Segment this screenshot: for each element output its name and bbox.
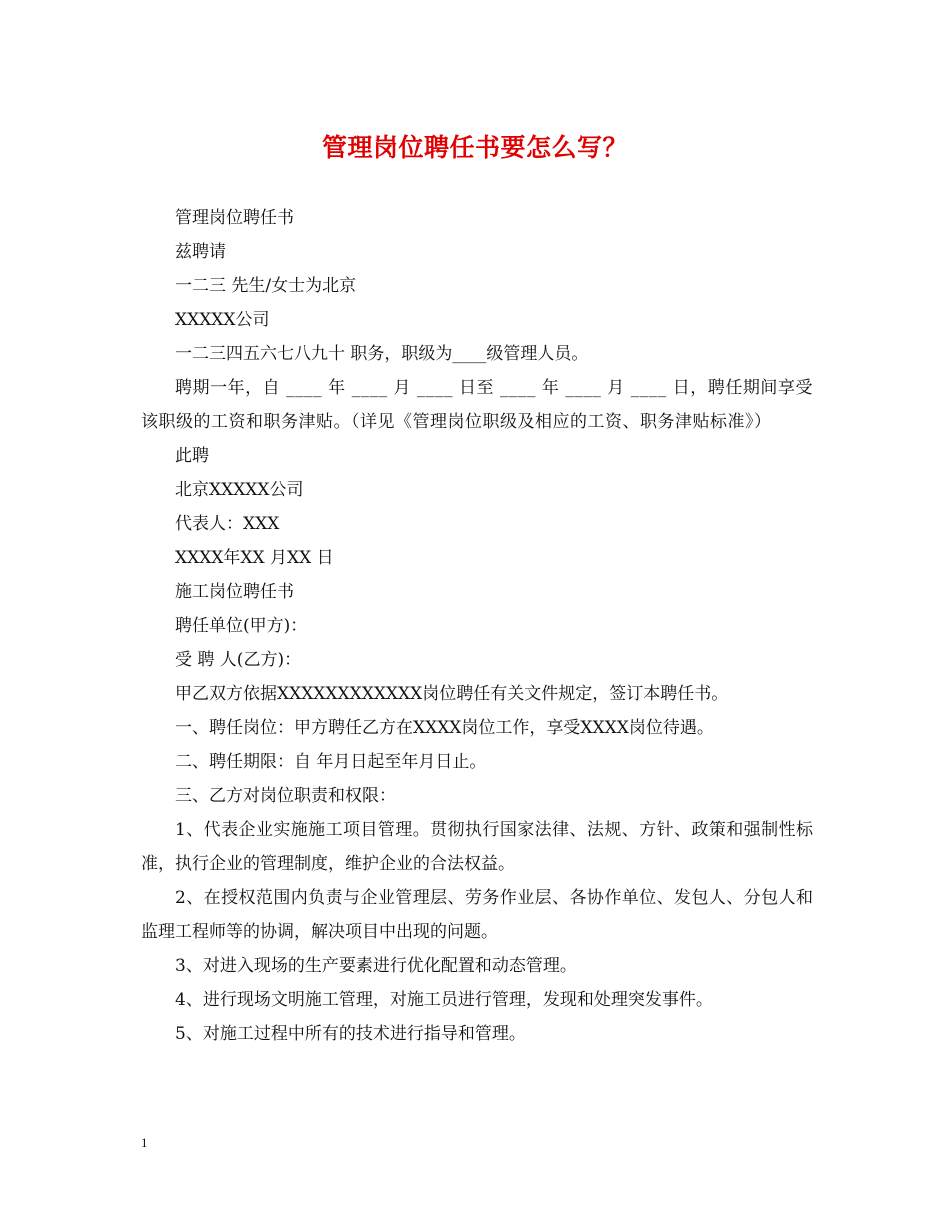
document-title: 管理岗位聘任书要怎么写？ [321, 133, 628, 162]
paragraph: 4、进行现场文明施工管理，对施工员进行管理，发现和处理突发事件。 [175, 990, 713, 1010]
paragraph: 二、聘任期限：自 年月日起至年月日止。 [175, 752, 487, 772]
paragraph: XXXXX公司 [175, 310, 270, 330]
paragraph: XXXX年XX 月XX 日 [175, 548, 334, 568]
paragraph: 管理岗位聘任书 [175, 208, 294, 228]
paragraph: 甲乙双方依据XXXXXXXXXXXX岗位聘任有关文件规定，签订本聘任书。 [175, 684, 729, 704]
paragraph: 3、对进入现场的生产要素进行优化配置和动态管理。 [175, 956, 577, 976]
paragraph: 代表人：XXX [175, 514, 280, 534]
paragraph: 1、代表企业实施施工项目管理。贯彻执行国家法律、法规、方针、政策和强制性标准，执行企业的管理制度，维护企业的合法权益。 [141, 820, 813, 874]
paragraph: 三、乙方对岗位职责和权限： [175, 786, 396, 806]
paragraph: 受 聘 人(乙方)： [175, 650, 302, 670]
paragraph: 2、在授权范围内负责与企业管理层、劳务作业层、各协作单位、发包人、分包人和监理工程师等的协调，解决项目中出现的问题。 [141, 888, 813, 942]
paragraph: 此聘 [175, 446, 209, 466]
page-number: 1 [141, 1135, 148, 1150]
paragraph: 施工岗位聘任书 [175, 582, 294, 602]
paragraph: 一、聘任岗位：甲方聘任乙方在XXXX岗位工作，享受XXXX岗位待遇。 [175, 718, 714, 738]
paragraph: 聘任单位(甲方)： [175, 616, 308, 636]
document-body [141, 201, 813, 1051]
paragraph: 一二三四五六七八九十 职务，职级为____级管理人员。 [175, 344, 589, 364]
paragraph: 兹聘请 [175, 242, 226, 262]
paragraph: 北京XXXXX公司 [175, 480, 304, 500]
paragraph: 5、对施工过程中所有的技术进行指导和管理。 [175, 1024, 526, 1044]
paragraph: 一二三 先生/女士为北京 [175, 276, 357, 296]
paragraph: 聘期一年，自 ____ 年 ____ 月 ____ 日至 ____ 年 ____ 月 ____ 日，聘任期间享受该职级的工资和职务津贴。（详见《管理岗位职级及相应的工资、职务津贴标准》） [141, 378, 813, 432]
